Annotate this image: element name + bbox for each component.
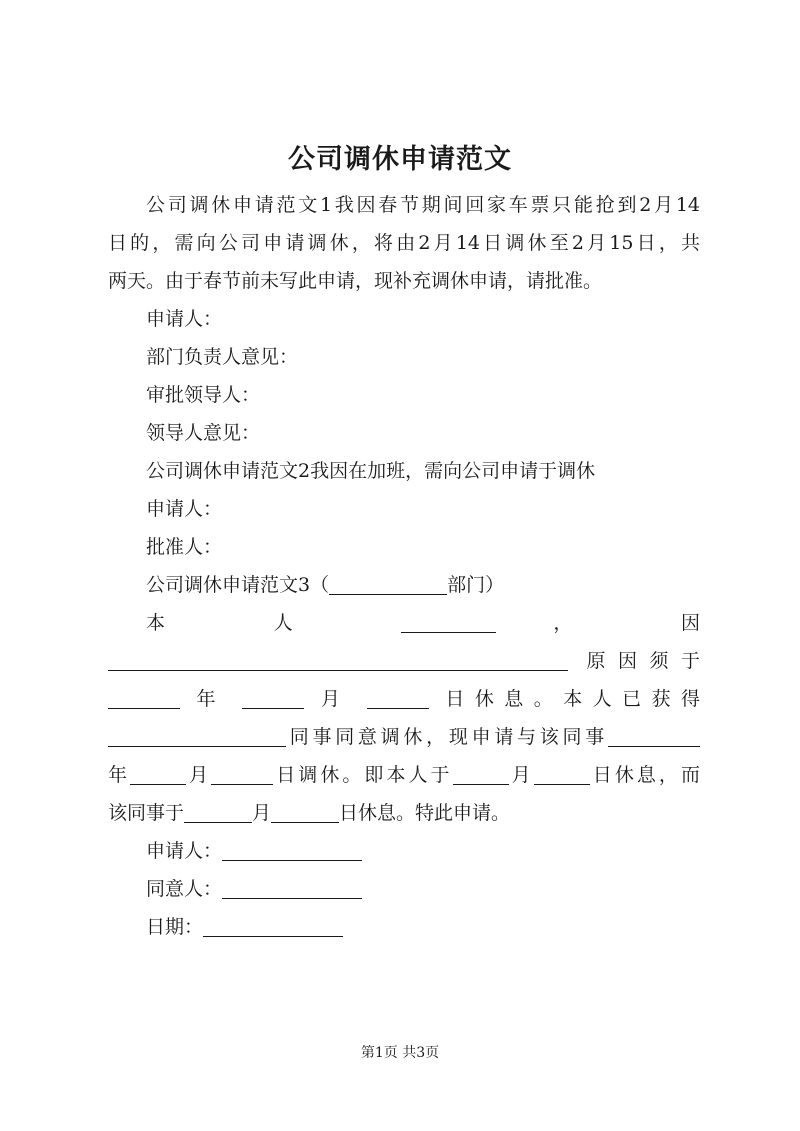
sample3-line4 <box>108 718 700 756</box>
document-body <box>108 186 700 946</box>
rest-year-blank[interactable] <box>108 684 180 709</box>
colleague-agree-text: 同事同意调休，现申请与该同事 <box>286 726 608 748</box>
comma: ， <box>553 612 624 634</box>
year-label: 年 <box>196 688 226 710</box>
sample3-consenter-row <box>108 870 700 908</box>
page-footer: 第1页 共3页 <box>360 1045 440 1061</box>
date-blank[interactable] <box>203 912 343 937</box>
sample3-line3 <box>108 680 700 718</box>
colleague-blank[interactable] <box>108 722 286 747</box>
sample1-applicant-label: 申请人： <box>146 308 223 330</box>
my-day-blank[interactable] <box>534 760 590 785</box>
sample3-heading-prefix: 公司调休申请范文3（ <box>146 574 330 596</box>
year-label-2: 年 <box>108 764 131 786</box>
day-swap-text: 日调休。即本人于 <box>273 764 453 786</box>
page-title: 公司调休申请范文 <box>288 144 512 175</box>
month-label-2: 月 <box>186 764 212 786</box>
day-rest-and-text: 日休息，而 <box>589 764 700 786</box>
month-label-4: 月 <box>252 802 272 824</box>
sample1-dept-opinion-label: 部门负责人意见： <box>146 346 299 368</box>
sample2-approver-label: 批准人： <box>146 536 223 558</box>
name-blank[interactable] <box>401 608 496 633</box>
my-month-blank[interactable] <box>453 760 509 785</box>
rest-day-blank[interactable] <box>367 684 429 709</box>
sample1-leader-opinion-label: 领导人意见： <box>146 422 261 444</box>
sample3-consenter-label: 同意人： <box>146 878 223 900</box>
char-yin: 因 <box>680 612 700 634</box>
sample3-line5 <box>108 756 700 794</box>
char-ben: 本 <box>146 612 217 634</box>
sample1-line1: 公司调休申请范文1我因春节期间回家车票只能抢到2月14 <box>146 194 700 216</box>
reason-blank[interactable] <box>108 646 568 671</box>
char-ren: 人 <box>273 612 344 634</box>
department-blank[interactable] <box>329 570 447 595</box>
swap-day-blank[interactable] <box>211 760 273 785</box>
sample1-line2: 日的，需向公司申请调休，将由2月14日调休至2月15日，共 <box>108 232 700 254</box>
colleague-month-blank[interactable] <box>184 798 252 823</box>
sample2-applicant-label: 申请人： <box>146 498 223 520</box>
sample3-date-label: 日期： <box>146 916 204 938</box>
colleague-name-blank[interactable] <box>608 722 700 747</box>
colleague-day-blank[interactable] <box>271 798 339 823</box>
sample2-line1: 公司调休申请范文2我因在加班，需向公司申请于调休 <box>146 460 596 482</box>
sample1-line3: 两天。由于春节前未写此申请，现补充调休申请，请批准。 <box>108 270 603 292</box>
sample3-heading <box>108 566 700 604</box>
month-label-3: 月 <box>508 764 534 786</box>
sample3-line6 <box>108 794 700 832</box>
sample3-line2 <box>108 642 700 680</box>
rest-month-blank[interactable] <box>242 684 304 709</box>
colleague-on-text: 该同事于 <box>108 802 185 824</box>
sample3-heading-suffix: 部门） <box>447 574 505 596</box>
applicant-blank[interactable] <box>222 836 362 861</box>
reason-text: 原因须于 <box>586 650 700 672</box>
month-label: 月 <box>320 688 351 710</box>
sample3-applicant-label: 申请人： <box>146 840 223 862</box>
consenter-blank[interactable] <box>222 874 362 899</box>
sample3-line1 <box>108 604 700 642</box>
sample3-applicant-row <box>108 832 700 870</box>
swap-month-blank[interactable] <box>130 760 186 785</box>
day-rest-text: 日休息。本人已获得 <box>445 688 700 710</box>
day-rest-end-text: 日休息。特此申请。 <box>339 802 511 824</box>
sample1-approver-label: 审批领导人： <box>146 384 261 406</box>
sample3-date-row <box>108 908 700 946</box>
